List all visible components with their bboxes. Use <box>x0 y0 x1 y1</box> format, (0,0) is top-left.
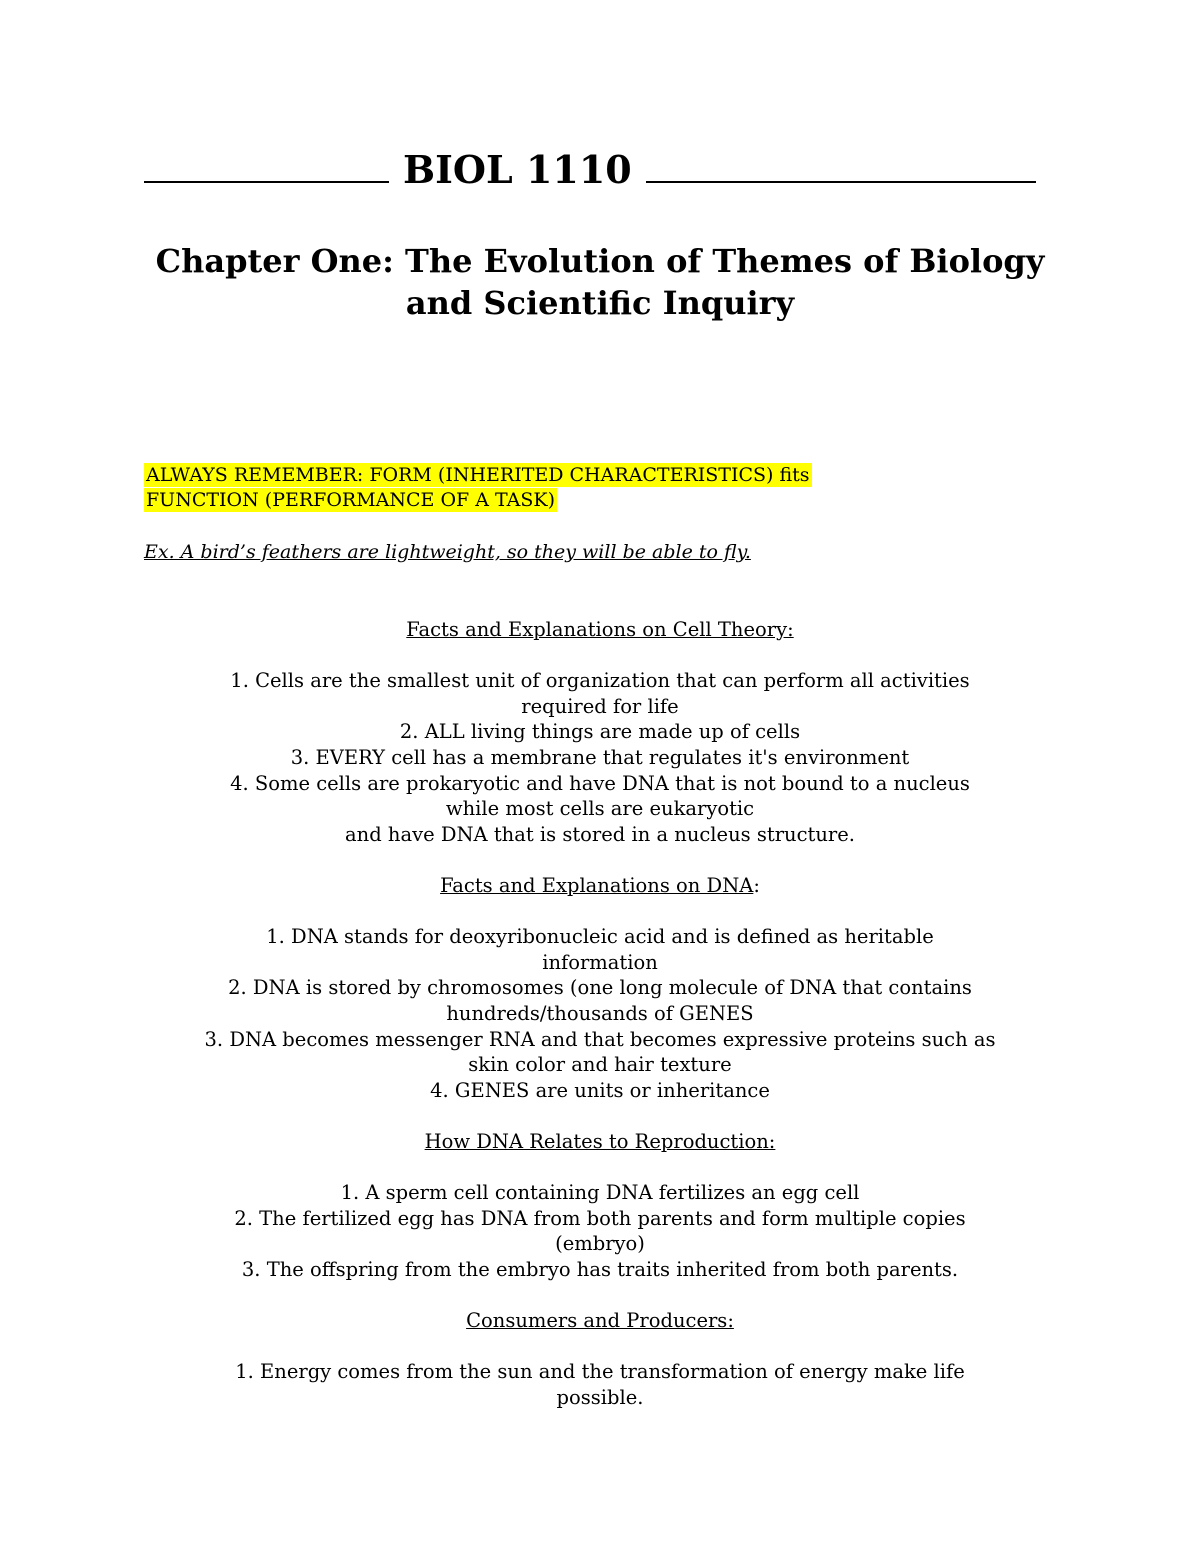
list-item: hundreds/thousands of GENES <box>446 1001 754 1025</box>
name-blank-right <box>646 145 1036 183</box>
reminder-line-1: ALWAYS REMEMBER: FORM (INHERITED CHARACTERISTICS) fits <box>146 464 810 486</box>
reminder-block <box>144 463 1044 513</box>
section-cell-theory <box>120 617 1080 847</box>
list-item: 2. DNA is stored by chromosomes (one long molecule of DNA that contains <box>228 976 972 1000</box>
section-reproduction <box>120 1129 1080 1283</box>
example-text: Ex. A bird’s feathers are lightweight, so they will be able to fly. <box>144 541 751 563</box>
list-item: required for life <box>521 694 679 718</box>
list-item: 4. Some cells are prokaryotic and have DNA that is not bound to a nucleus <box>230 771 970 795</box>
list-item: 3. EVERY cell has a membrane that regulates it's environment <box>290 745 910 769</box>
section-consumers-producers <box>120 1308 1080 1410</box>
list-item: possible. <box>556 1385 644 1409</box>
list-item: and have DNA that is stored in a nucleus structure. <box>345 822 855 846</box>
list-item: 1. Energy comes from the sun and the transformation of energy make life <box>235 1360 965 1384</box>
section-heading-dna-text: Facts and Explanations on DNA <box>440 873 754 897</box>
section-heading-reproduction: How DNA Relates to Reproduction: <box>424 1129 776 1153</box>
list-item: 1. DNA stands for deoxyribonucleic acid and is defined as heritable <box>266 925 934 949</box>
name-blank-left <box>144 145 389 183</box>
list-item: 1. Cells are the smallest unit of organization that can perform all activities <box>230 669 970 693</box>
section-heading-dna-colon: : <box>753 873 760 897</box>
list-item: 4. GENES are units or inheritance <box>430 1078 770 1102</box>
course-header <box>144 145 1024 193</box>
list-item: 3. The offspring from the embryo has traits inherited from both parents. <box>241 1257 959 1281</box>
reminder-line-2: FUNCTION (PERFORMANCE OF A TASK) <box>146 489 556 511</box>
list-item: 2. ALL living things are made up of cells <box>399 720 801 744</box>
section-heading-cell-theory: Facts and Explanations on Cell Theory: <box>406 618 794 641</box>
section-dna <box>120 873 1080 1103</box>
section-heading-dna <box>120 873 1080 899</box>
list-item: skin color and hair texture <box>468 1053 732 1077</box>
chapter-title <box>100 240 1100 324</box>
list-item: 3. DNA becomes messenger RNA and that becomes expressive proteins such as <box>204 1027 996 1051</box>
list-item: while most cells are eukaryotic <box>445 797 755 821</box>
chapter-title-line-1: Chapter One: The Evolution of Themes of Biology <box>155 242 1045 280</box>
list-item: information <box>542 950 658 974</box>
chapter-title-line-2: and Scientific Inquiry <box>405 284 795 322</box>
course-code: BIOL 1110 <box>403 147 632 192</box>
notes-content <box>120 617 1080 1436</box>
list-item: 1. A sperm cell containing DNA fertilizes an egg cell <box>340 1181 860 1205</box>
section-heading-consumers-producers: Consumers and Producers: <box>466 1309 734 1333</box>
list-item: (embryo) <box>555 1232 645 1256</box>
list-item: 2. The fertilized egg has DNA from both parents and form multiple copies <box>234 1206 966 1230</box>
